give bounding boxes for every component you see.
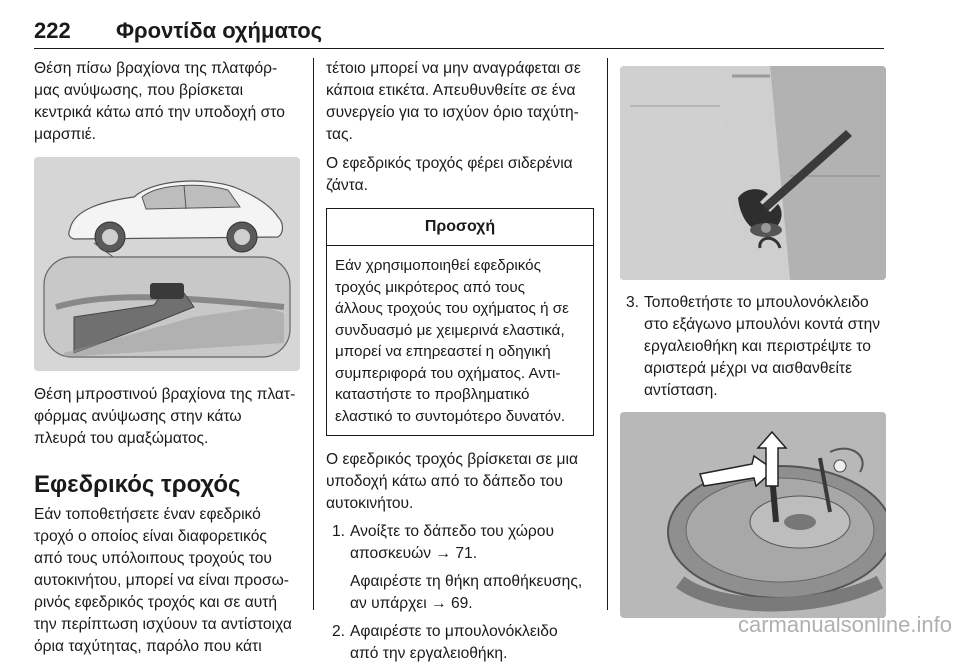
step-2-text: Αφαιρέστε το μπουλονόκλειδο από την εργαλειοθήκη. xyxy=(350,623,558,662)
front-lift-arm-text: Θέση μπροστινού βραχίονα της πλατ- φόρμας ανύψωσης στην κάτω πλευρά του αμαξώματος. xyxy=(34,386,296,447)
column-3 xyxy=(620,58,890,618)
header-rule xyxy=(34,48,884,49)
wrench-on-bolt-illustration xyxy=(620,66,886,280)
column-1 xyxy=(34,58,300,658)
column-2 xyxy=(326,58,594,665)
spare-wheel-location-text: Ο εφεδρικός τροχός βρίσκεται σε μια υποδοχή κάτω από το δάπεδο του αυτοκινήτου. xyxy=(326,451,578,512)
page-number: 222 xyxy=(34,18,71,43)
step-1-number: 1. xyxy=(332,523,346,540)
step-1 xyxy=(326,521,594,615)
page-title: Φροντίδα οχήματος xyxy=(116,18,323,43)
step-3 xyxy=(620,292,890,402)
watermark: carmanualsonline.info xyxy=(737,612,952,637)
column-divider xyxy=(313,58,314,610)
step-2 xyxy=(326,621,594,665)
spare-wheel-well-illustration xyxy=(620,412,886,618)
spare-wheel-intro-text: Εάν τοποθετήσετε έναν εφεδρικό τροχό ο οποίος είναι διαφορετικός από τους υπόλοιπους τροχούς του αυτοκινήτου, μπορεί να είναι προσω- ρινός εφεδρικός τροχός και σε αυτή την περίπτωση ισχύουν τα αντίστοιχα όρια ταχύτητας, παρόλο που κάτι xyxy=(34,506,292,655)
step-1-text: Ανοίξτε το δάπεδο του χώρου αποσκευών → 71. xyxy=(350,523,554,562)
step-1-subtext: Αφαιρέστε τη θήκη αποθήκευσης, αν υπάρχει → 69. xyxy=(350,573,583,612)
caution-box xyxy=(326,208,594,436)
column-divider xyxy=(607,58,608,610)
section-heading-spare-wheel: Εφεδρικός τροχός xyxy=(34,471,241,498)
rear-lift-arm-text: Θέση πίσω βραχίονα της πλατφόρ- μας ανύψωσης, που βρίσκεται κεντρικά κάτω από την υποδοχή στο μαρσπιέ. xyxy=(34,60,285,143)
speed-limit-text: τέτοιο μπορεί να μην αναγράφεται σε κάποια ετικέτα. Απευθυνθείτε σε ένα συνεργείο για το ισχύον όριο ταχύτη- τας. xyxy=(326,60,581,143)
lift-point-illustration xyxy=(34,157,300,371)
caution-title: Προσοχή xyxy=(327,209,593,246)
page-header xyxy=(34,18,884,52)
caution-text: Εάν χρησιμοποιηθεί εφεδρικός τροχός μικρότερος από τους άλλους τροχούς του οχήματος ή σε συνδυασμό με χειμερινά ελαστικά, μπορεί να επηρεαστεί η οδηγική συμπεριφορά του οχήματος. Αντι- καταστήστε το προβληματικό ελαστικό το συντομότερο δυνατόν. xyxy=(335,257,569,425)
step-2-number: 2. xyxy=(332,623,346,640)
step-3-number: 3. xyxy=(626,294,640,311)
steel-rim-text: Ο εφεδρικός τροχός φέρει σιδερένια ζάντα. xyxy=(326,155,573,194)
step-3-text: Τοποθετήστε το μπουλονόκλειδο στο εξάγωνο μπουλόνι κοντά στην εργαλειοθήκη και περιστρέψτε το αριστερά μέχρι να αισθανθείτε αντίσταση. xyxy=(644,294,881,399)
